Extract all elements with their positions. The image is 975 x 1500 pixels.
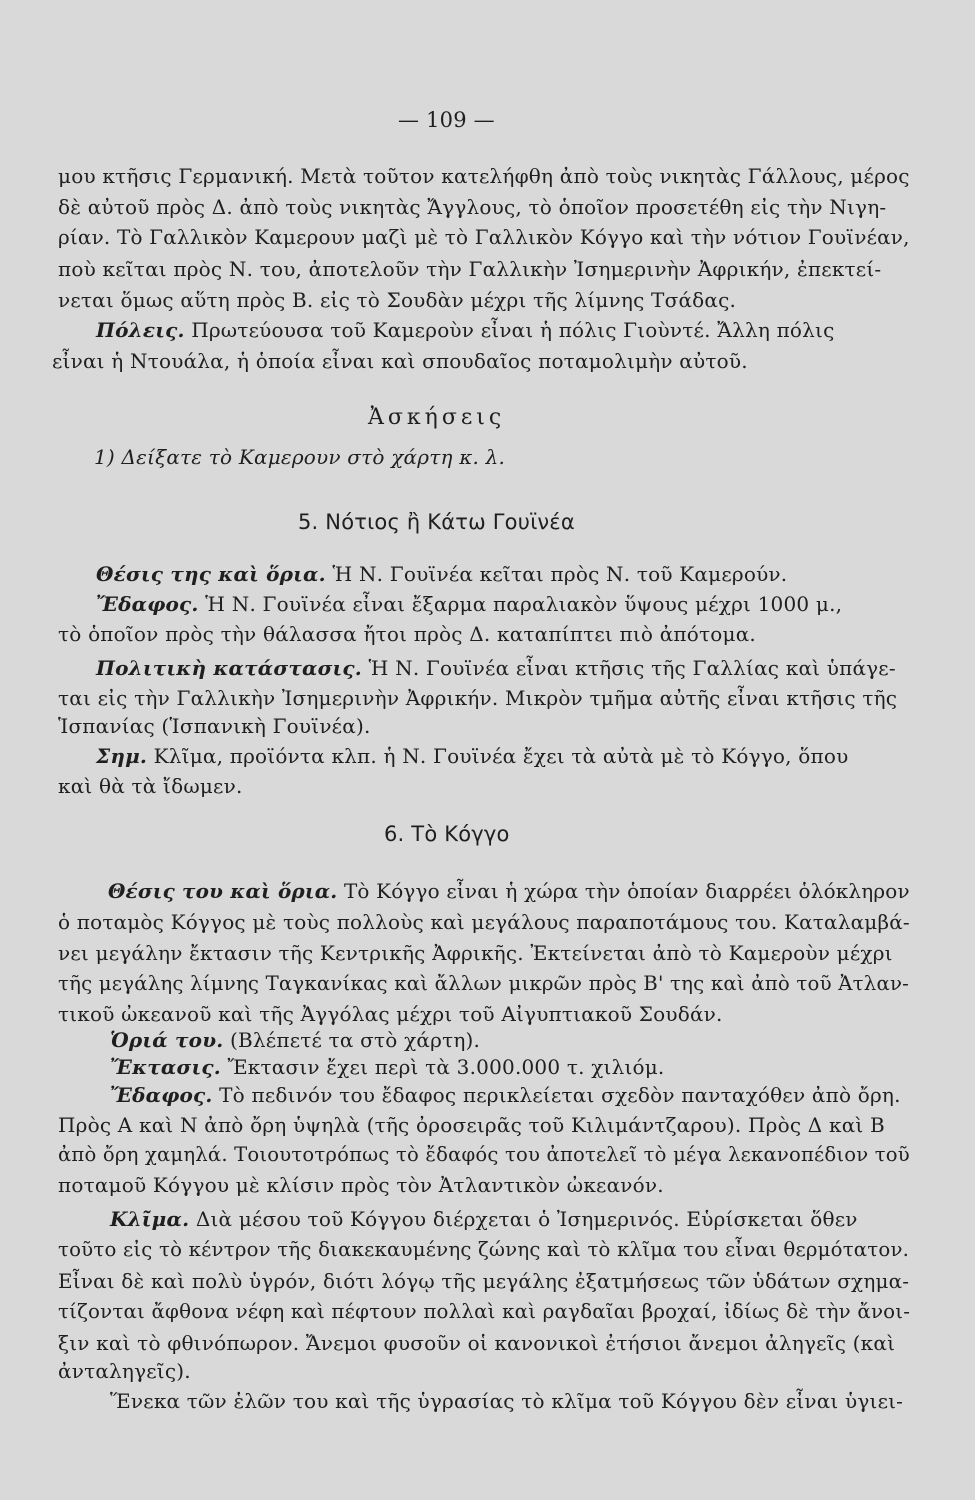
exercises-heading: Ἀσκήσεις (368, 405, 506, 430)
text-line (96, 656, 896, 680)
s5-polit-label: Πολιτικὴ κατάστασις. (96, 656, 362, 680)
s5-sim-text: Κλῖμα, προϊόντα κλπ. ἡ Ν. Γουϊνέα ἔχει τὰ αὐτὰ μὲ τὸ Κόγγο, ὅπου (153, 744, 849, 768)
s5-polit-text: Ἡ Ν. Γουϊνέα εἶναι κτῆσις τῆς Γαλλίας καὶ ὑπάγε- (368, 656, 896, 680)
text-line: Ἱσπανίας (Ἱσπανικὴ Γουϊνέα). (58, 714, 371, 738)
text-line (110, 1055, 665, 1079)
text-line: μου κτῆσις Γερμανική. Μετὰ τοῦτον κατελήφθη ἀπὸ τοὺς νικητὰς Γάλλους, μέρος (58, 164, 910, 188)
text-line: Εἶναι δὲ καὶ πολὺ ὑγρόν, διότι λόγῳ τῆς μεγάλης ἐξατμήσεως τῶν ὑδάτων σχημα- (58, 1269, 910, 1293)
text-line: Ἕνεκα τῶν ἑλῶν του καὶ τῆς ὑγρασίας τὸ κλῖμα τοῦ Κόγγου δὲν εἶναι ὑγιει- (110, 1389, 904, 1413)
text-line: καὶ θὰ τὰ ἴδωμεν. (58, 774, 243, 798)
text-line: ἀνταληγεῖς). (58, 1359, 191, 1383)
s6-oria-label: Ὁριά του. (110, 1028, 224, 1052)
s6-klima-label: Κλῖμα. (110, 1207, 190, 1231)
s6-ektasis-label: Ἔκτασις. (110, 1055, 221, 1079)
text-line: τὸ ὁποῖον πρὸς τὴν θάλασσα ἤτοι πρὸς Δ. καταπίπτει πιὸ ἀπότομα. (58, 622, 756, 646)
text-line: τικοῦ ὠκεανοῦ καὶ τῆς Ἀγγόλας μέχρι τοῦ Αἰγυπτιακοῦ Σουδάν. (58, 1002, 723, 1026)
text-line (96, 744, 848, 768)
text-line (110, 1207, 858, 1231)
text-line (96, 318, 834, 342)
section-5-heading: 5. Νότιος ἢ Κάτω Γουϊνέα (298, 510, 575, 534)
text-line: δὲ αὐτοῦ πρὸς Δ. ἀπὸ τοὺς νικητὰς Ἄγγλους, τὸ ὁποῖον προσετέθη εἰς τὴν Νιγη- (58, 195, 887, 219)
page-number: — 109 — (398, 108, 495, 132)
text-line: ξιν καὶ τὸ φθινόπωρον. Ἄνεμοι φυσοῦν οἱ κανονικοὶ ἐτήσιοι ἄνεμοι ἀληγεῖς (καὶ (58, 1331, 896, 1355)
poleis-text: Πρωτεύουσα τοῦ Καμεροὺν εἶναι ἡ πόλις Γιοὺντέ. Ἄλλη πόλις (191, 318, 835, 342)
text-line: ται εἰς τὴν Γαλλικὴν Ἰσημερινὴν Ἀφρικήν. Μικρὸν τμῆμα αὐτῆς εἶναι κτῆσις τῆς (58, 686, 898, 710)
text-line (110, 1028, 480, 1052)
s5-thesis-label: Θέσις της καὶ ὅρια. (96, 562, 326, 586)
poleis-label: Πόλεις. (96, 318, 185, 342)
text-line: τῆς μεγάλης λίμνης Ταγκανίκας καὶ ἄλλων μικρῶν πρὸς Β' της καὶ ἀπὸ τοῦ Ἀτλαν- (58, 972, 909, 995)
text-line (96, 562, 787, 586)
s6-oria-text: (Βλέπετέ τα στὸ χάρτη). (230, 1028, 481, 1052)
s6-klima-text: Διὰ μέσου τοῦ Κόγγου διέρχεται ὁ Ἰσημερινός. Εὑρίσκεται ὅθεν (195, 1207, 858, 1231)
s6-thesis-label: Θέσις του καὶ ὅρια. (108, 879, 338, 903)
text-line (96, 592, 842, 616)
s5-edafos-label: Ἔδαφος. (96, 592, 199, 616)
s6-edafos-text: Τὸ πεδινόν του ἔδαφος περικλείεται σχεδὸν πανταχόθεν ἀπὸ ὄρη. (219, 1083, 901, 1107)
text-line: τοῦτο εἰς τὸ κέντρον τῆς διακεκαυμένης ζώνης καὶ τὸ κλῖμα του εἶναι θερμότατον. (58, 1238, 910, 1261)
text-line: ποὺ κεῖται πρὸς Ν. του, ἀποτελοῦν τὴν Γαλλικὴν Ἰσημερινὴν Ἀφρικήν, ἐπεκτεί- (58, 257, 882, 281)
text-line (108, 879, 910, 904)
text-line: νεται ὅμως αὕτη πρὸς Β. εἰς τὸ Σουδὰν μέχρι τῆς λίμνης Τσάδας. (58, 288, 737, 312)
text-line: εἶναι ἡ Ντουάλα, ἡ ὁποία εἶναι καὶ σπουδαῖος ποταμολιμὴν αὐτοῦ. (52, 349, 748, 373)
text-line: ἀπὸ ὄρη χαμηλά. Τοιουτοτρόπως τὸ ἔδαφός του ἀποτελεῖ τὸ μέγα λεκανοπέδιον τοῦ (58, 1143, 910, 1166)
text-line: ποταμοῦ Κόγγου μὲ κλίσιν πρὸς τὸν Ἀτλαντικὸν ὠκεανόν. (58, 1173, 664, 1197)
exercise-item: 1) Δείξατε τὸ Καμερουν στὸ χάρτη κ. λ. (94, 445, 506, 469)
text-line (110, 1083, 901, 1107)
s5-edafos-text: Ἡ Ν. Γουϊνέα εἶναι ἔξαρμα παραλιακὸν ὕψους μέχρι 1000 μ., (205, 592, 843, 616)
s6-edafos-label: Ἔδαφος. (110, 1083, 213, 1107)
section-6-heading: 6. Τὸ Κόγγο (384, 822, 510, 846)
text-line: ρίαν. Τὸ Γαλλικὸν Καμερουν μαζὶ μὲ τὸ Γαλλικὸν Κόγγο καὶ τὴν νότιον Γουϊνέαν, (58, 226, 910, 249)
text-line: τίζονται ἄφθονα νέφη καὶ πέφτουν πολλαὶ καὶ ραγδαῖαι βροχαί, ἰδίως δὲ τὴν ἄνοι- (58, 1300, 911, 1323)
s6-thesis-text: Τὸ Κόγγο εἶναι ἡ χώρα τὴν ὁποίαν διαρρέει ὁλόκληρον (343, 880, 910, 903)
s6-ektasis-text: Ἔκτασιν ἔχει περὶ τὰ 3.000.000 τ. χιλιόμ. (227, 1055, 665, 1079)
s5-sim-label: Σημ. (96, 744, 148, 768)
text-line: Πρὸς Α καὶ Ν ἀπὸ ὄρη ὑψηλὰ (τῆς ὀροσειρᾶς τοῦ Κιλιμάντζαρου). Πρὸς Δ καὶ Β (58, 1113, 885, 1137)
text-line: ὁ ποταμὸς Κόγγος μὲ τοὺς πολλοὺς καὶ μεγάλους παραποτάμους του. Καταλαμβά- (58, 910, 910, 934)
s5-thesis-text: Ἡ Ν. Γουϊνέα κεῖται πρὸς Ν. τοῦ Καμερούν. (332, 562, 788, 586)
text-line: νει μεγάλην ἔκτασιν τῆς Κεντρικῆς Ἀφρικῆς. Ἐκτείνεται ἀπὸ τὸ Καμεροὺν μέχρι (58, 941, 893, 965)
